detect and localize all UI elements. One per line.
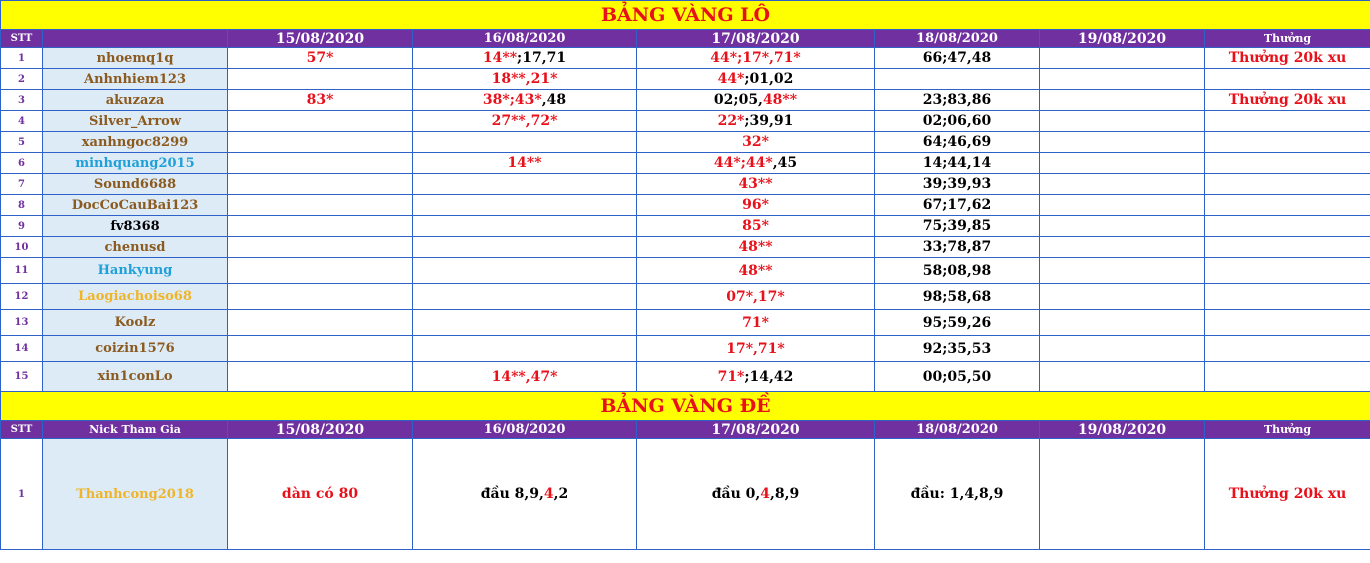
lo-nick-cell[interactable]: chenusd [43,237,228,258]
lo-date-2-cell[interactable] [413,336,637,362]
lo-date-1-cell[interactable] [228,336,413,362]
lo-date-3-cell[interactable] [637,132,875,153]
lo-date-3-cell[interactable] [637,216,875,237]
lo-date-2-cell[interactable] [413,310,637,336]
de-row [1,439,1370,550]
pick-segment: 14**,47* [491,368,558,385]
lo-date-2-cell[interactable] [413,132,637,153]
lo-header-date-1[interactable]: 15/08/2020 [228,30,413,48]
pick-segment: 71* [717,368,745,385]
lo-date-4-cell[interactable] [875,153,1040,174]
lo-row [1,90,1370,111]
lo-header-date-3[interactable]: 17/08/2020 [637,30,875,48]
lo-date-2-cell[interactable] [413,153,637,174]
pick-segment: ;39,91 [744,113,794,129]
lo-nick-cell[interactable]: xanhngoc8299 [43,132,228,153]
lo-date-5-cell[interactable] [1040,216,1205,237]
pick-segment: 07*,17* [726,288,785,305]
lo-stt-cell[interactable]: 12 [1,284,43,310]
lo-nick-cell[interactable]: Koolz [43,310,228,336]
lo-date-1-cell[interactable] [228,284,413,310]
lo-date-5-cell[interactable] [1040,153,1205,174]
pick-segment: 14;44,14 [922,155,992,171]
lo-date-4-cell[interactable] [875,362,1040,392]
lo-date-2-cell[interactable] [413,48,637,69]
pick-segment: 96* [742,197,769,213]
pick-segment: 39;39,93 [922,176,992,192]
lo-date-1-cell[interactable] [228,362,413,392]
lo-prize-cell[interactable] [1205,132,1370,153]
lo-nick-cell[interactable]: DocCoCauBai123 [43,195,228,216]
lo-prize-cell[interactable]: Thưởng 20k xu [1205,48,1370,69]
lo-date-3-cell[interactable] [637,258,875,284]
pick-segment: 75;39,85 [922,218,992,234]
lo-date-5-cell[interactable] [1040,90,1205,111]
lo-date-2-cell[interactable] [413,69,637,90]
lo-row [1,111,1370,132]
lo-date-4-cell[interactable] [875,69,1040,90]
lo-date-1-cell[interactable] [228,48,413,69]
lo-date-1-cell[interactable] [228,310,413,336]
lo-stt-cell[interactable]: 11 [1,258,43,284]
lo-date-3-cell[interactable] [637,336,875,362]
lo-date-4-cell[interactable] [875,237,1040,258]
lo-date-4-cell[interactable] [875,132,1040,153]
pick-segment: 44*;44* [713,155,773,171]
de-header-prize[interactable]: Thưởng [1205,421,1370,439]
lo-date-5-cell[interactable] [1040,111,1205,132]
pick-segment: 17*,71* [726,340,785,357]
lo-date-4-cell[interactable] [875,284,1040,310]
pick-segment: 4 [760,486,771,502]
pick-segment: 00;05,50 [922,368,992,385]
lo-prize-cell[interactable] [1205,362,1370,392]
pick-segment: 43** [738,176,773,192]
lo-date-3-cell[interactable] [637,284,875,310]
lo-date-2-cell[interactable] [413,362,637,392]
pick-segment: 38*;43* [482,92,542,108]
lo-stt-cell[interactable]: 14 [1,336,43,362]
lo-date-3-cell[interactable] [637,195,875,216]
lo-date-1-cell[interactable] [228,69,413,90]
lo-header-date-2[interactable]: 16/08/2020 [413,30,637,48]
de-nick-cell[interactable]: Thanhcong2018 [43,439,228,550]
de-header-row [1,421,1370,439]
lo-nick-cell[interactable]: nhoemq1q [43,48,228,69]
lo-date-4-cell[interactable] [875,195,1040,216]
pick-segment: đầu 0, [711,486,761,502]
lo-date-4-cell[interactable] [875,90,1040,111]
lo-date-5-cell[interactable] [1040,284,1205,310]
lo-header-prize[interactable]: Thưởng [1205,30,1370,48]
lo-date-3-cell[interactable] [637,174,875,195]
de-date-5-cell[interactable] [1040,439,1205,550]
lo-stt-cell[interactable]: 4 [1,111,43,132]
lo-date-1-cell[interactable] [228,132,413,153]
pick-segment: 22* [717,113,745,129]
pick-segment: 33;78,87 [922,239,992,255]
de-header-date-5[interactable]: 19/08/2020 [1040,421,1205,439]
pick-segment: 32* [742,134,769,150]
pick-segment: ,45 [772,155,798,171]
pick-segment: 85* [742,218,769,234]
lo-stt-cell[interactable]: 8 [1,195,43,216]
lo-prize-cell[interactable] [1205,237,1370,258]
de-header-date-3[interactable]: 17/08/2020 [637,421,875,439]
lo-date-1-cell[interactable] [228,111,413,132]
lo-table-body [1,1,1370,392]
lo-stt-cell[interactable]: 3 [1,90,43,111]
de-prize-cell[interactable]: Thưởng 20k xu [1205,439,1370,550]
lo-prize-cell[interactable] [1205,111,1370,132]
pick-segment: ,48 [541,92,567,108]
de-header-date-2[interactable]: 16/08/2020 [413,421,637,439]
lo-nick-cell[interactable]: Silver_Arrow [43,111,228,132]
lo-date-4-cell[interactable] [875,174,1040,195]
lo-date-1-cell[interactable] [228,195,413,216]
lo-title[interactable]: BẢNG VÀNG LÔ [1,1,1370,30]
lo-header-row [1,30,1370,48]
lo-header-date-5[interactable]: 19/08/2020 [1040,30,1205,48]
pick-segment: ;14,42 [744,368,794,385]
lo-date-1-cell[interactable] [228,237,413,258]
lo-row [1,195,1370,216]
lo-date-3-cell[interactable] [637,237,875,258]
lo-date-5-cell[interactable] [1040,362,1205,392]
lo-prize-cell[interactable] [1205,174,1370,195]
pick-segment: 23;83,86 [922,92,992,108]
pick-segment: 58;08,98 [922,262,992,279]
lo-nick-cell[interactable]: Laogiachoiso68 [43,284,228,310]
lo-date-4-cell[interactable] [875,310,1040,336]
lo-prize-cell[interactable] [1205,284,1370,310]
de-title[interactable]: BẢNG VÀNG ĐỀ [1,392,1370,421]
lo-stt-cell[interactable]: 15 [1,362,43,392]
lo-date-5-cell[interactable] [1040,69,1205,90]
lo-date-3-cell[interactable] [637,69,875,90]
de-header-nick[interactable]: Nick Tham Gia [43,421,228,439]
lo-date-5-cell[interactable] [1040,174,1205,195]
lo-row [1,258,1370,284]
lo-date-5-cell[interactable] [1040,48,1205,69]
lo-date-2-cell[interactable] [413,111,637,132]
pick-segment: 95;59,26 [922,314,992,331]
lo-header-date-4[interactable]: 18/08/2020 [875,30,1040,48]
lo-date-2-cell[interactable] [413,216,637,237]
pick-segment: 14** [507,155,542,171]
lo-date-1-cell[interactable] [228,153,413,174]
lo-row [1,132,1370,153]
lo-date-5-cell[interactable] [1040,237,1205,258]
lo-date-5-cell[interactable] [1040,195,1205,216]
de-date-3-cell[interactable] [637,439,875,550]
lo-prize-cell[interactable] [1205,336,1370,362]
pick-segment: đầu 8,9, [480,486,544,502]
de-date-2-cell[interactable] [413,439,637,550]
lo-date-4-cell[interactable] [875,216,1040,237]
pick-segment: dàn có 80 [281,486,359,502]
lo-row [1,284,1370,310]
lo-stt-cell[interactable]: 6 [1,153,43,174]
pick-segment: 48** [738,262,773,279]
de-date-4-cell[interactable] [875,439,1040,550]
lo-date-3-cell[interactable] [637,362,875,392]
pick-segment: 48** [762,92,798,108]
pick-segment: 71* [742,314,769,331]
lo-date-1-cell[interactable] [228,174,413,195]
lo-date-4-cell[interactable] [875,258,1040,284]
lo-nick-cell[interactable]: coizin1576 [43,336,228,362]
lo-row [1,336,1370,362]
pick-segment: 48** [738,239,773,255]
lo-stt-cell[interactable]: 9 [1,216,43,237]
lo-prize-cell[interactable] [1205,258,1370,284]
lo-row [1,362,1370,392]
lo-date-2-cell[interactable] [413,174,637,195]
pick-segment: ,2 [553,486,569,502]
lo-nick-cell[interactable]: xin1conLo [43,362,228,392]
pick-segment: ;17,71 [517,50,567,66]
pick-segment: 27**,72* [491,113,558,129]
lo-date-4-cell[interactable] [875,48,1040,69]
lo-prize-cell[interactable]: Thưởng 20k xu [1205,90,1370,111]
lo-header-stt[interactable]: STT [1,30,43,48]
pick-segment: 44*;17*,71* [710,50,801,66]
lo-nick-cell[interactable]: Hankyung [43,258,228,284]
pick-segment: 02;05, [713,92,763,108]
pick-segment: 44* [717,71,745,87]
pick-segment: 66;47,48 [922,50,992,66]
lo-row [1,48,1370,69]
de-header-date-4[interactable]: 18/08/2020 [875,421,1040,439]
lo-date-3-cell[interactable] [637,48,875,69]
lo-date-5-cell[interactable] [1040,310,1205,336]
pick-segment: 67;17,62 [922,197,992,213]
lo-date-3-cell[interactable] [637,310,875,336]
lo-date-4-cell[interactable] [875,111,1040,132]
lo-date-2-cell[interactable] [413,90,637,111]
lo-prize-cell[interactable] [1205,195,1370,216]
lo-date-5-cell[interactable] [1040,336,1205,362]
lo-nick-cell[interactable]: Sound6688 [43,174,228,195]
lo-date-2-cell[interactable] [413,237,637,258]
pick-segment: 92;35,53 [922,340,992,357]
lo-row [1,153,1370,174]
de-table-body [1,392,1370,550]
de-stt-cell[interactable]: 1 [1,439,43,550]
pick-segment: 4 [543,486,554,502]
lo-date-2-cell[interactable] [413,284,637,310]
lo-row [1,69,1370,90]
lo-date-3-cell[interactable] [637,90,875,111]
lo-nick-cell[interactable]: akuzaza [43,90,228,111]
de-header-date-1[interactable]: 15/08/2020 [228,421,413,439]
lo-title-row [1,1,1370,30]
pick-segment: 98;58,68 [922,288,992,305]
lo-stt-cell[interactable]: 5 [1,132,43,153]
lo-prize-cell[interactable] [1205,69,1370,90]
lo-date-3-cell[interactable] [637,111,875,132]
lo-row [1,174,1370,195]
lo-prize-cell[interactable] [1205,216,1370,237]
pick-segment: 57* [306,50,334,66]
lo-prize-cell[interactable] [1205,310,1370,336]
lo-prize-cell[interactable] [1205,153,1370,174]
lo-nick-cell[interactable]: fv8368 [43,216,228,237]
lo-date-1-cell[interactable] [228,90,413,111]
lo-date-4-cell[interactable] [875,336,1040,362]
pick-segment: 18**,21* [491,71,558,87]
de-date-1-cell[interactable] [228,439,413,550]
pick-segment: 14** [482,50,518,66]
lo-date-1-cell[interactable] [228,216,413,237]
pick-segment: ;01,02 [744,71,794,87]
lo-date-5-cell[interactable] [1040,258,1205,284]
pick-segment: ,8,9 [770,486,800,502]
lo-stt-cell[interactable]: 13 [1,310,43,336]
lo-stt-cell[interactable]: 10 [1,237,43,258]
lo-header-nick[interactable] [43,30,228,48]
pick-segment: 02;06,60 [922,113,992,129]
lo-row [1,237,1370,258]
lo-stt-cell[interactable]: 2 [1,69,43,90]
pick-segment: đầu: 1,4,8,9 [910,486,1004,502]
lo-row [1,216,1370,237]
lo-stt-cell[interactable]: 1 [1,48,43,69]
lo-stt-cell[interactable]: 7 [1,174,43,195]
lo-nick-cell[interactable]: Anhnhiem123 [43,69,228,90]
pick-segment: 64;46,69 [922,134,992,150]
lo-date-3-cell[interactable] [637,153,875,174]
lo-date-2-cell[interactable] [413,258,637,284]
lo-row [1,310,1370,336]
pick-segment: 83* [306,92,334,108]
de-header-stt[interactable]: STT [1,421,43,439]
de-title-row [1,392,1370,421]
lo-date-5-cell[interactable] [1040,132,1205,153]
lo-nick-cell[interactable]: minhquang2015 [43,153,228,174]
lo-date-2-cell[interactable] [413,195,637,216]
lo-date-1-cell[interactable] [228,258,413,284]
